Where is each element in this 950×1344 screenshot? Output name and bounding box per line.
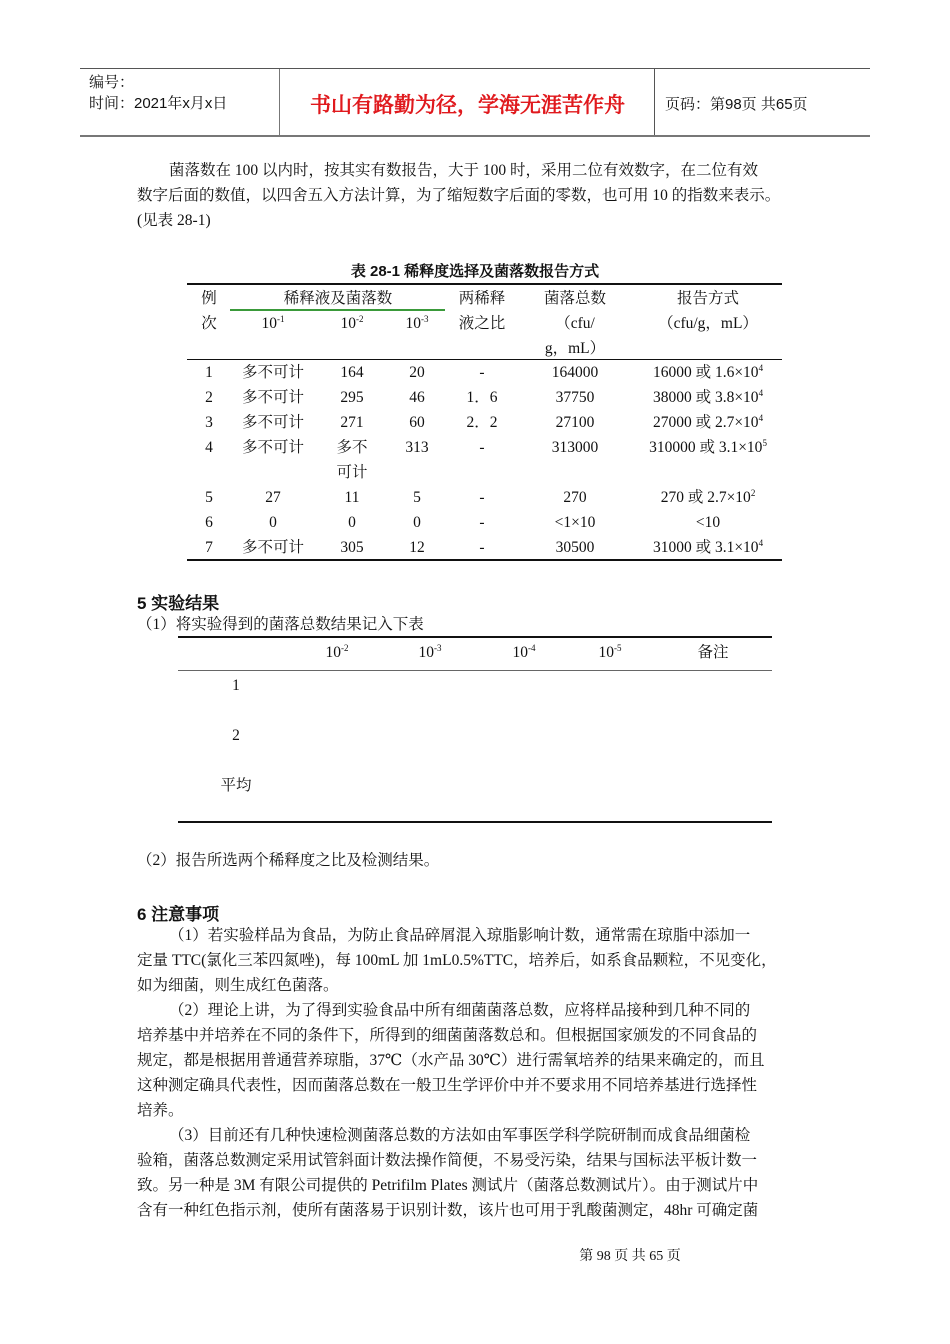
cell-d2-cont: 可计 (336, 464, 368, 481)
header-example: 例 (201, 290, 217, 307)
intro-line: (见表 28-1) (137, 212, 211, 229)
cell-d1: 27 (265, 489, 281, 506)
table-title: 表 28-1 稀释度选择及菌落数报告方式 (350, 263, 600, 280)
note-line: 如为细菌，则生成红色菌落。 (137, 977, 339, 994)
cell-ratio: - (479, 364, 485, 381)
header-motto: 书山有路勤为径，学海无涯苦作舟 (281, 69, 655, 135)
note-line: 致。另一种是 3M 有限公司提供的 Petrifilm Plates 测试片（菌落总数测试片）。由于测试片中 (137, 1177, 759, 1194)
cell-n: 2 (205, 389, 213, 406)
cell-d2: 305 (340, 539, 364, 556)
results-row-label: 1 (232, 677, 240, 694)
number-label: 编号： (89, 74, 135, 91)
cell-d3: 60 (409, 414, 425, 431)
note-line: 含有一种红色指示剂，使所有菌落易于识别计数，该片也可用于乳酸菌测定，48hr 可确定菌 (137, 1202, 759, 1219)
intro-line: 菌落数在 100 以内时，按其实有数报告，大于 100 时，采用二位有效数字，在二位有效 (169, 162, 759, 179)
note-line: 培养。 (137, 1102, 184, 1119)
cell-d2: 164 (340, 364, 364, 381)
header-dilution: $10^{-2}$ (340, 314, 364, 332)
results-bottom-rule (178, 821, 772, 823)
cell-total: <1×10 (554, 514, 596, 531)
cell-d2: 多不 (336, 439, 368, 456)
time-label: 时间：2021年x月x日 (89, 95, 228, 112)
header-example: 次 (201, 315, 217, 332)
cell-d1: 多不可计 (241, 439, 305, 456)
note-line: （2）理论上讲，为了得到实验食品中所有细菌菌落总数，应将样品接种到几种不同的 (169, 1002, 751, 1019)
cell-n: 4 (205, 439, 213, 456)
cell-total: 270 (563, 489, 587, 506)
header-ratio: 两稀释 (458, 290, 506, 307)
cell-d3: 313 (405, 439, 429, 456)
cell-n: 7 (205, 539, 213, 556)
results-header: $10^{-5}$ (598, 643, 622, 661)
cell-n: 3 (205, 414, 213, 431)
cell-total: 164000 (551, 364, 599, 381)
results-header: $10^{-2}$ (325, 643, 349, 661)
cell-ratio: - (479, 539, 485, 556)
cell-d2: 0 (348, 514, 356, 531)
cell-ratio: 1．6 (466, 389, 498, 406)
cell-d3: 0 (413, 514, 421, 531)
header-meta (80, 69, 280, 135)
cell-total: 313000 (551, 439, 599, 456)
cell-d1: 多不可计 (241, 539, 305, 556)
intro-line: 数字后面的数值，以四舍五入方法计算，为了缩短数字后面的零数，也可用 10 的指数来表示。 (137, 187, 781, 204)
results-header: $10^{-4}$ (512, 643, 536, 661)
header-report: （cfu/g，mL） (658, 315, 758, 332)
note-line: 这种测定确具代表性，因而菌落总数在一般卫生学评价中并不要求用不同培养基进行选择性 (137, 1077, 758, 1094)
note-line: 定量 TTC(氯化三苯四氮唑)，每 100mL 加 1mL0.5%TTC，培养后，如系食品颗粒，不见变化， (137, 952, 777, 969)
cell-report: 270 或 $2.7\times 10^2$ (660, 488, 756, 506)
header-dilution-group: 稀释液及菌落数 (283, 290, 393, 307)
results-top-rule (178, 636, 772, 638)
cell-total: 27100 (555, 414, 595, 431)
section-5-heading: 5 实验结果 (137, 594, 220, 613)
cell-d3: 46 (409, 389, 425, 406)
cell-ratio: - (479, 514, 485, 531)
results-row-label: 平均 (220, 777, 252, 794)
note-line: 培养基中并培养在不同的条件下，所得到的细菌菌落数总和。但根据国家颁发的不同食品的 (137, 1027, 758, 1044)
cell-ratio: - (479, 489, 485, 506)
cell-ratio: 2．2 (466, 414, 498, 431)
cell-d1: 多不可计 (241, 364, 305, 381)
page-header (80, 68, 870, 137)
header-report: 报告方式 (676, 290, 740, 307)
cell-n: 1 (205, 364, 213, 381)
cell-d3: 20 (409, 364, 425, 381)
cell-d1: 多不可计 (241, 389, 305, 406)
results-header-rule (178, 670, 772, 671)
results-header-remark: 备注 (697, 644, 729, 661)
section-5-item-1: （1）将实验得到的菌落总数结果记入下表 (137, 616, 424, 633)
note-line: （3）目前还有几种快速检测菌落总数的方法如由军事医学科学院研制而成食品细菌检 (169, 1127, 751, 1144)
cell-d2: 271 (340, 414, 364, 431)
cell-d3: 12 (409, 539, 425, 556)
results-header: $10^{-3}$ (418, 643, 442, 661)
header-page-label: 页码：第98页 共65页 (665, 95, 808, 113)
header-total: （cfu/ (555, 315, 595, 332)
cell-report: 310000 或 $3.1\times 10^5$ (649, 438, 767, 456)
note-line: 验箱，菌落总数测定采用试管斜面计数法操作简便，不易受污染，结果与国标法平板计数一 (137, 1152, 758, 1169)
cell-d2: 11 (344, 489, 360, 506)
cell-report: 27000 或 $2.7\times 10^4$ (652, 413, 764, 431)
header-total: g，mL） (544, 340, 606, 357)
cell-report: 31000 或 $3.1\times 10^4$ (652, 538, 764, 556)
note-line: （1）若实验样品为食品，为防止食品碎屑混入琼脂影响计数，通常需在琼脂中添加一 (169, 927, 751, 944)
page-footer: 第 98 页 共 65 页 (579, 1249, 681, 1264)
section-6-heading: 6 注意事项 (137, 905, 220, 924)
cell-n: 5 (205, 489, 213, 506)
table-top-rule (187, 283, 782, 285)
cell-report: 38000 或 $3.8\times 10^4$ (652, 388, 764, 406)
cell-report: 16000 或 $1.6\times 10^4$ (652, 363, 764, 381)
results-row-label: 2 (232, 727, 240, 744)
header-total: 菌落总数 (543, 290, 607, 307)
header-ratio: 液之比 (458, 315, 506, 332)
cell-n: 6 (205, 514, 213, 531)
cell-report: <10 (695, 514, 721, 531)
cell-d1: 0 (269, 514, 277, 531)
header-dilution: $10^{-3}$ (405, 314, 429, 332)
header-dilution: $10^{-1}$ (261, 314, 285, 332)
section-5-item-2: （2）报告所选两个稀释度之比及检测结果。 (137, 852, 440, 869)
cell-d3: 5 (413, 489, 421, 506)
cell-ratio: - (479, 439, 485, 456)
note-line: 规定，都是根据用普通营养琼脂，37℃（水产品 30℃）进行需氧培养的结果来确定的，而且 (137, 1052, 765, 1069)
cell-total: 37750 (555, 389, 595, 406)
cell-d2: 295 (340, 389, 364, 406)
cell-total: 30500 (555, 539, 595, 556)
cell-d1: 多不可计 (241, 414, 305, 431)
